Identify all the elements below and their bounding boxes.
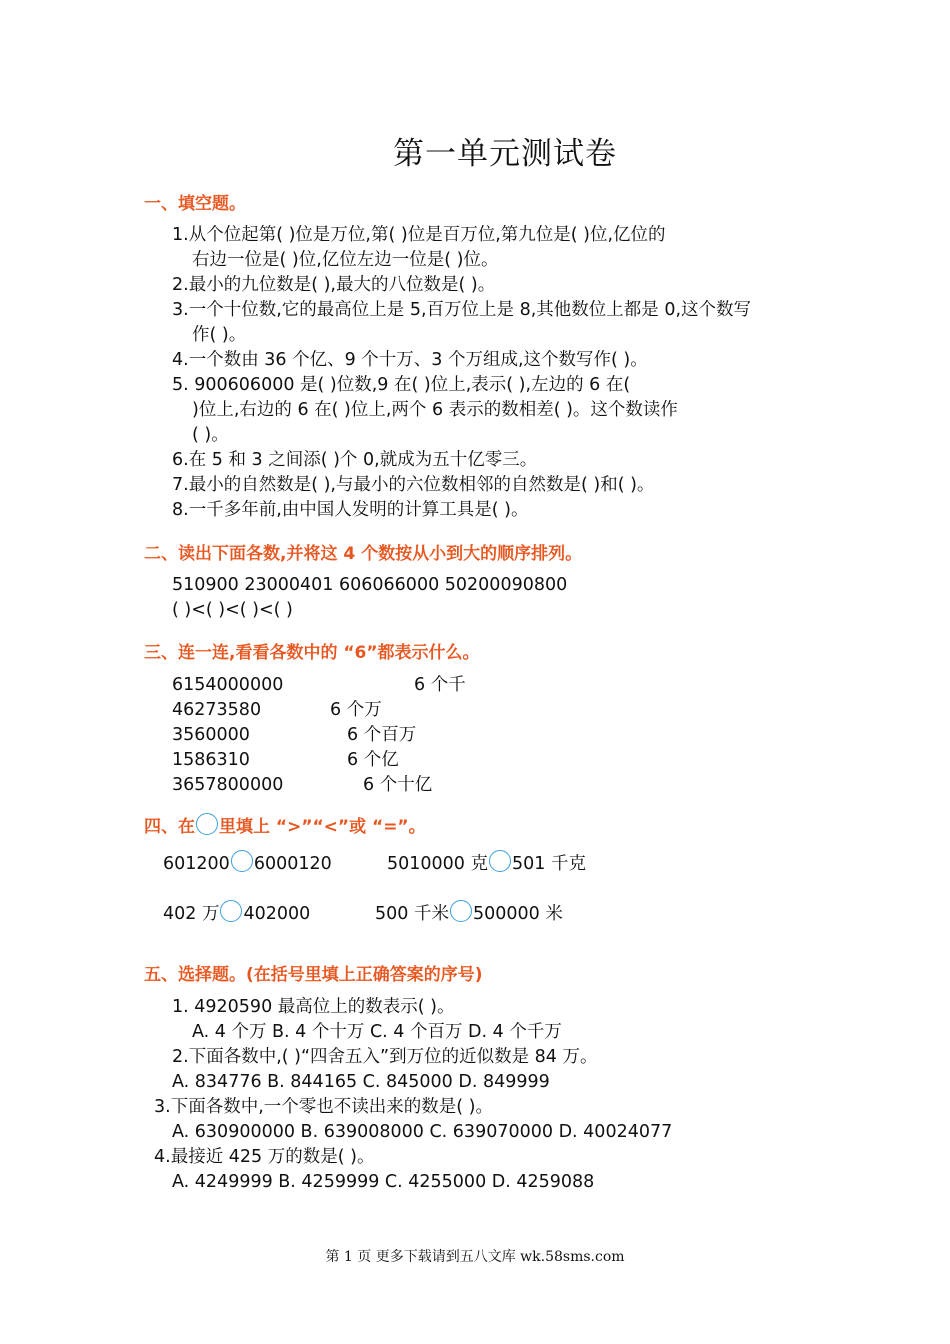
s3-right-1: 6 个千	[414, 675, 466, 695]
compare-item-2	[387, 850, 586, 877]
s2-numbers: 510900 23000401 606066000 50200090800	[172, 575, 568, 595]
s5-options-3: A. 630900000 B. 639008000 C. 639070000 D. 40024077	[172, 1122, 673, 1142]
compare-right-value: 6000120	[253, 854, 332, 874]
compare-circle-input[interactable]	[489, 850, 511, 872]
s5-options-4: A. 4249999 B. 4259999 C. 4255000 D. 4259088	[172, 1172, 595, 1192]
s3-left-1: 6154000000	[172, 675, 284, 695]
s1-line-10: 6.在 5 和 3 之间添( )个 0,就成为五十亿零三。	[172, 450, 538, 470]
s5-question-4: 4.最接近 425 万的数是( )。	[154, 1147, 375, 1167]
s3-left-5: 3657800000	[172, 775, 284, 795]
compare-item-3	[163, 900, 310, 927]
compare-right-value: 501 千克	[512, 854, 586, 874]
s5-question-3: 3.下面各数中,一个零也不读出来的数是( )。	[154, 1097, 493, 1117]
compare-left-value: 500 千米	[375, 904, 449, 924]
s3-left-3: 3560000	[172, 725, 250, 745]
s1-line-11: 7.最小的自然数是( ),与最小的六位数相邻的自然数是( )和( )。	[172, 475, 655, 495]
compare-item-1	[163, 850, 332, 877]
s5-question-1: 1. 4920590 最高位上的数表示( )。	[172, 997, 455, 1017]
s1-line-7: 5. 900606000 是( )位数,9 在( )位上,表示( ),左边的 6 在(	[172, 375, 631, 395]
compare-left-value: 5010000 克	[387, 854, 489, 874]
s1-line-12: 8.一千多年前,由中国人发明的计算工具是( )。	[172, 500, 529, 520]
s1-line-1: 1.从个位起第( )位是万位,第( )位是百万位,第九位是( )位,亿位的	[172, 225, 666, 245]
section-3-heading: 三、连一连,看看各数中的 “6”都表示什么。	[144, 643, 480, 663]
s3-right-3: 6 个百万	[347, 725, 417, 745]
s5-options-1: A. 4 个万 B. 4 个十万 C. 4 个百万 D. 4 个千万	[192, 1022, 562, 1042]
s5-question-2: 2.下面各数中,( )“四舍五入”到万位的近似数是 84 万。	[172, 1047, 598, 1067]
compare-circle-input[interactable]	[231, 850, 253, 872]
compare-circle-input[interactable]	[450, 900, 472, 922]
page-title: 第一单元测试卷	[393, 136, 617, 172]
s3-left-4: 1586310	[172, 750, 250, 770]
s3-right-4: 6 个亿	[347, 750, 399, 770]
s3-right-2: 6 个万	[330, 700, 382, 720]
s1-line-5: 作( )。	[192, 325, 247, 345]
s1-line-9: ( )。	[192, 425, 229, 445]
s1-line-3: 2.最小的九位数是( ),最大的八位数是( )。	[172, 275, 496, 295]
section-4-heading	[144, 812, 426, 837]
section-2-heading: 二、读出下面各数,并将这 4 个数按从小到大的顺序排列。	[144, 544, 583, 564]
s3-left-2: 46273580	[172, 700, 262, 720]
s1-line-8: )位上,右边的 6 在( )位上,两个 6 表示的数相差( )。这个数读作	[192, 400, 678, 420]
s1-line-2: 右边一位是( )位,亿位左边一位是( )位。	[192, 250, 499, 270]
section-5-heading: 五、选择题。(在括号里填上正确答案的序号)	[144, 965, 483, 985]
s5-options-2: A. 834776 B. 844165 C. 845000 D. 849999	[172, 1072, 550, 1092]
s4-heading-part-b: 里填上 “>”“<”或 “=”。	[219, 817, 426, 837]
compare-right-value: 402000	[243, 904, 311, 924]
section-1-heading: 一、填空题。	[144, 194, 246, 214]
s1-line-6: 4.一个数由 36 个亿、9 个十万、3 个万组成,这个数写作( )。	[172, 350, 648, 370]
compare-circle-input[interactable]	[220, 900, 242, 922]
compare-circle-icon	[196, 813, 218, 835]
compare-right-value: 500000 米	[472, 904, 563, 924]
s4-heading-part-a: 四、在	[144, 817, 195, 837]
s1-line-4: 3.一个十位数,它的最高位上是 5,百万位上是 8,其他数位上都是 0,这个数写	[172, 300, 752, 320]
compare-left-value: 601200	[163, 854, 230, 874]
s2-order-blanks: ( )<( )<( )<( )	[172, 600, 293, 620]
page-footer: 第 1 页 更多下载请到五八文库 wk.58sms.com	[325, 1249, 625, 1265]
s3-right-5: 6 个十亿	[363, 775, 433, 795]
compare-item-4	[375, 900, 563, 927]
compare-left-value: 402 万	[163, 904, 220, 924]
